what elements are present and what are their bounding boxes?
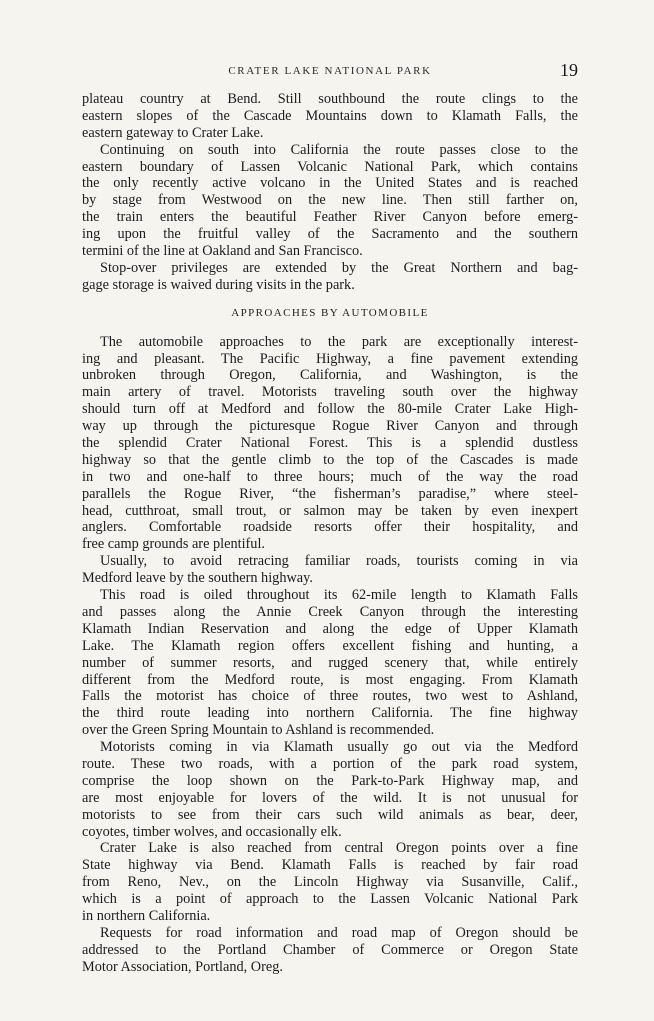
text-line: Falls the motorist has choice of three routes, two west to Ashland, [82, 688, 578, 705]
paragraph [82, 91, 578, 142]
text-line: in northern California. [82, 907, 211, 924]
section-heading: APPROACHES BY AUTOMOBILE [231, 306, 429, 319]
text-line: anglers. Comfortable roadside resorts offer their hospitality, and [82, 519, 578, 536]
text-line: motorists to see from their cars such wild animals as bear, deer, [82, 806, 578, 823]
text-line: and passes along the Annie Creek Canyon through the interesting [82, 603, 578, 620]
text-line: main artery of travel. Motorists traveling south over the highway [82, 384, 578, 401]
paragraph [82, 260, 578, 294]
paragraphs-after [82, 334, 578, 976]
text-line: number of summer resorts, and rugged scenery that, while entirely [82, 654, 578, 671]
paragraph [82, 142, 578, 260]
text-line: Usually, to avoid retracing familiar roads, tourists coming in via [100, 553, 578, 570]
paragraph [82, 334, 578, 554]
text-line: ing and pleasant. The Pacific Highway, a fine pavement extending [82, 350, 578, 367]
text-line: termini of the line at Oakland and San Francisco. [82, 243, 363, 260]
text-line: free camp grounds are plentiful. [82, 536, 266, 553]
text-line: This road is oiled throughout its 62-mile length to Klamath Falls [100, 587, 578, 604]
text-line: are most enjoyable for lovers of the wild. It is not unusual for [82, 789, 578, 806]
text-line: in two and one-half to three hours; much of the way the road [82, 468, 578, 485]
paragraph [82, 587, 578, 739]
body-text [82, 91, 578, 976]
text-line: from Reno, Nev., on the Lincoln Highway via Susanville, Calif., [82, 874, 578, 891]
text-line: Crater Lake is also reached from central Oregon points over a fine [100, 840, 578, 857]
text-line: which is a point of approach to the Lassen Volcanic National Park [82, 891, 578, 908]
text-line: the splendid Crater National Forest. This is a splendid dustless [82, 435, 578, 452]
paragraph [82, 739, 578, 840]
text-line: the train enters the beautiful Feather River Canyon before emerg- [82, 209, 578, 226]
text-line: eastern gateway to Crater Lake. [82, 124, 264, 141]
text-line: highway so that the gentle climb to the top of the Cascades is made [82, 451, 578, 468]
text-line: the only recently active volcano in the United States and is reached [82, 175, 578, 192]
text-line: should turn off at Medford and follow the 80-mile Crater Lake High- [82, 401, 578, 418]
text-line: Motorists coming in via Klamath usually go out via the Medford [100, 739, 578, 756]
text-line: over the Green Spring Mountain to Ashland is recommended. [82, 722, 435, 739]
text-line: Stop-over privileges are extended by the Great Northern and bag- [100, 259, 578, 276]
paragraph [82, 925, 578, 976]
text-line: Medford leave by the southern highway. [82, 570, 313, 587]
text-line: eastern slopes of the Cascade Mountains down to Klamath Falls, the [82, 107, 578, 124]
text-line: different from the Medford route, is most engaging. From Klamath [82, 671, 578, 688]
text-line: ing upon the fruitful valley of the Sacramento and the southern [82, 226, 578, 243]
text-line: Lake. The Klamath region offers excellent fishing and hunting, a [82, 637, 578, 654]
running-head [82, 60, 578, 84]
text-line: plateau country at Bend. Still southbound the route clings to the [82, 91, 578, 107]
text-line: Motor Association, Portland, Oreg. [82, 958, 283, 975]
text-line: Klamath Indian Reservation and along the edge of Upper Klamath [82, 620, 578, 637]
text-line: gage storage is waived during visits in the park. [82, 276, 355, 293]
text-line: head, cutthroat, small trout, or salmon may be taken by even inexpert [82, 502, 578, 519]
text-line: coyotes, timber wolves, and occasionally elk. [82, 823, 342, 840]
paragraph [82, 553, 578, 587]
paragraphs-before [82, 91, 578, 294]
text-line: comprise the loop shown on the Park-to-Park Highway map, and [82, 772, 578, 789]
text-line: the third route leading into northern California. The fine highway [82, 705, 578, 722]
text-line: way up through the picturesque Rogue River Canyon and through [82, 418, 578, 435]
text-line: by stage from Westwood on the new line. Then still farther on, [82, 192, 578, 209]
page-number: 19 [560, 60, 578, 80]
text-line: unbroken through Oregon, California, and Washington, is the [82, 367, 578, 384]
paragraph [82, 840, 578, 924]
text-line: eastern boundary of Lassen Volcanic National Park, which contains [82, 158, 578, 175]
text-line: The automobile approaches to the park are exceptionally interest- [100, 333, 578, 350]
text-line: parallels the Rogue River, “the fisherman’s paradise,” where steel- [82, 485, 578, 502]
text-line: State highway via Bend. Klamath Falls is reached by fair road [82, 857, 578, 874]
running-title: CRATER LAKE NATIONAL PARK [228, 65, 432, 77]
text-line: route. These two roads, with a portion of the park road system, [82, 755, 578, 772]
text-line: Requests for road information and road map of Oregon should be [100, 924, 578, 941]
text-line: Continuing on south into California the route passes close to the [100, 141, 578, 158]
text-line: addressed to the Portland Chamber of Commerce or Oregon State [82, 941, 578, 958]
